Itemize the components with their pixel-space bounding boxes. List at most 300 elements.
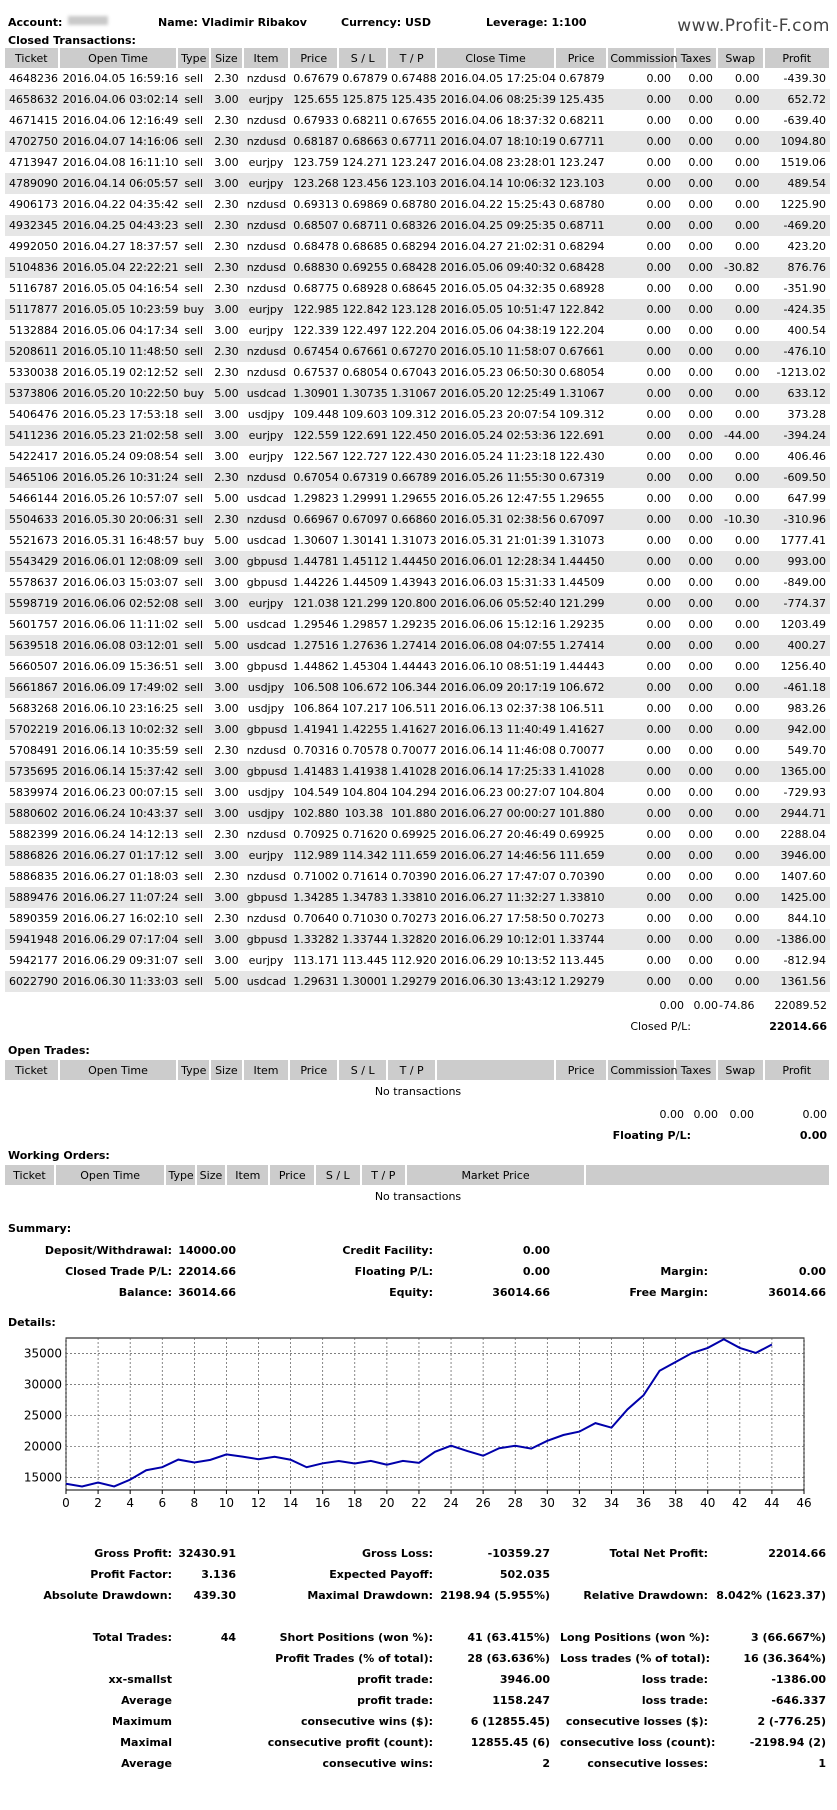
closed-cell: 3.00	[214, 660, 239, 673]
closed-cell: 1361.56	[764, 971, 831, 992]
closed-cell: 2016.06.29 10:12:01	[436, 929, 555, 950]
closed-cell: 2016.06.27 01:17:12	[59, 845, 178, 866]
closed-cell: 106.508	[289, 677, 338, 698]
chart-x-tick-label: 30	[539, 1496, 555, 1510]
largest-profit-label: profit trade:	[357, 1673, 433, 1686]
closed-cell: 1.31067	[387, 383, 436, 404]
closed-cell: eurjpy	[243, 89, 290, 110]
closed-cell: 113.445	[342, 954, 388, 967]
working-col-2: Type	[165, 1165, 195, 1185]
table-row	[5, 824, 830, 845]
account-number-redacted	[68, 16, 108, 25]
closed-cell: 1.27414	[555, 635, 607, 656]
closed-cell: 6022790	[5, 971, 59, 992]
closed-cell: 3.00	[214, 954, 239, 967]
closed-cell: sell	[184, 282, 204, 295]
closed-cell: 2016.04.07 18:10:19	[436, 131, 555, 152]
closed-cell: eurjpy	[243, 173, 290, 194]
closed-cell: 0.00	[735, 576, 760, 589]
closed-cell: 1.29857	[342, 618, 388, 631]
closed-cell: nzdusd	[246, 870, 287, 883]
closed-cell: -424.35	[764, 299, 831, 320]
closed-cell: 2016.04.08 23:28:01	[440, 156, 556, 169]
closed-cell: 1519.06	[780, 156, 826, 169]
closed-cell: 122.842	[555, 299, 607, 320]
closed-cell: 1.33810	[555, 887, 607, 908]
closed-cell: sell	[177, 257, 210, 278]
closed-cell: nzdusd	[243, 131, 290, 152]
closed-cell: usdcad	[243, 971, 290, 992]
closed-cell: sell	[177, 971, 210, 992]
closed-cell: 0.00	[717, 215, 764, 236]
closed-cell: 2016.06.24 14:12:13	[62, 828, 179, 841]
closed-cell: 111.659	[555, 845, 607, 866]
closed-cell: 2016.05.31 21:01:39	[440, 534, 556, 547]
closed-cell: -1213.02	[776, 366, 826, 379]
closed-cell: 0.00	[735, 282, 760, 295]
closed-cell: eurjpy	[243, 845, 290, 866]
max-consecutive-wins-value: 6 (12855.45)	[470, 1715, 550, 1728]
closed-cell: 2016.05.05 10:51:47	[436, 299, 555, 320]
balance-label: Balance:	[118, 1286, 172, 1299]
closed-cell: -469.20	[764, 215, 831, 236]
average-loss-value: -646.337	[771, 1694, 826, 1707]
closed-cell: 3.00	[210, 425, 243, 446]
closed-col-4: Item	[243, 48, 290, 68]
closed-cell: sell	[184, 744, 204, 757]
absolute-drawdown-label: Absolute Drawdown:	[43, 1589, 172, 1602]
closed-cell: sell	[177, 929, 210, 950]
closed-cell: sell	[177, 635, 210, 656]
closed-cell: usdcad	[246, 492, 287, 505]
details-title: Details:	[8, 1316, 56, 1329]
closed-cell: 0.00	[735, 324, 760, 337]
closed-cell: 122.497	[342, 324, 388, 337]
closed-cell: 2.30	[214, 744, 239, 757]
closed-cell: sell	[177, 803, 210, 824]
chart-x-tick-label: 8	[190, 1496, 199, 1510]
closed-cell: eurjpy	[243, 593, 290, 614]
closed-cell: 2016.06.08 03:12:01	[59, 635, 178, 656]
closed-cell: 2016.06.27 14:46:56	[436, 845, 555, 866]
closed-cell: 0.00	[717, 761, 764, 782]
closed-cell: sell	[177, 761, 210, 782]
closed-cell: 0.71620	[342, 828, 388, 841]
closed-cell: 3.00	[210, 593, 243, 614]
closed-cell: 1.27516	[289, 635, 338, 656]
closed-cell: 0.70390	[558, 870, 605, 883]
table-row	[5, 845, 830, 866]
floating-pl-label: Floating P/L:	[612, 1129, 691, 1142]
closed-cell: 121.038	[289, 593, 338, 614]
table-row	[5, 887, 830, 908]
closed-cell: sell	[184, 198, 204, 211]
closed-cell: 113.171	[293, 954, 339, 967]
closed-cell: 2.30	[214, 72, 239, 85]
closed-cell: 109.312	[558, 408, 605, 421]
closed-col-1: Open Time	[59, 48, 178, 68]
closed-cell: 0.67655	[391, 114, 437, 127]
closed-cell: 0.00	[717, 845, 764, 866]
closed-cell: 2016.05.06 04:17:34	[62, 324, 179, 337]
table-row	[5, 509, 830, 530]
closed-cell: 2.30	[214, 282, 239, 295]
closed-cell: 0.68663	[338, 131, 387, 152]
closed-cell: 1.29279	[555, 971, 607, 992]
closed-cell: 109.312	[391, 408, 437, 421]
closed-cell: 423.20	[787, 240, 826, 253]
closed-cell: 0.00	[717, 341, 764, 362]
closed-cell: 2016.04.05 17:25:04	[440, 72, 556, 85]
closed-cell: 101.880	[555, 803, 607, 824]
closed-cell: -639.40	[783, 114, 826, 127]
chart-y-tick-label: 25000	[23, 1408, 62, 1423]
closed-cell: nzdusd	[243, 467, 290, 488]
closed-cell: 0.00	[607, 425, 675, 446]
closed-cell: sell	[177, 467, 210, 488]
closed-cell: 2016.04.07 14:16:06	[59, 131, 178, 152]
closed-cell: 2944.71	[764, 803, 831, 824]
closed-cell: 5639518	[5, 635, 59, 656]
chart-x-tick-label: 2	[94, 1496, 102, 1510]
closed-cell: 5.00	[210, 383, 243, 404]
closed-cell: 1.44509	[342, 576, 388, 589]
closed-cell: 0.67879	[558, 72, 605, 85]
closed-cell: 0.70273	[391, 912, 437, 925]
closed-cell: 0.00	[646, 786, 671, 799]
closed-cell: 1.34285	[289, 887, 338, 908]
table-row	[5, 614, 830, 635]
closed-cell: buy	[177, 383, 210, 404]
max-consecutive-wins-label: consecutive wins ($):	[300, 1715, 433, 1728]
closed-cell: 1.44443	[558, 660, 605, 673]
closed-col-5: Price	[289, 48, 338, 68]
closed-cell: nzdusd	[243, 215, 290, 236]
closed-cell: 2016.06.27 16:02:10	[62, 912, 179, 925]
closed-cell: 125.435	[387, 89, 436, 110]
closed-cell: 2016.05.20 10:22:50	[59, 383, 178, 404]
closed-cell: -310.96	[764, 509, 831, 530]
closed-cell: 3.00	[210, 173, 243, 194]
closed-cell: 0.68780	[558, 198, 605, 211]
closed-cell: 0.00	[717, 551, 764, 572]
closed-cell: nzdusd	[243, 509, 290, 530]
closed-cell: -44.00	[717, 425, 764, 446]
closed-cell: 0.00	[646, 576, 671, 589]
closed-cell: gbpusd	[246, 576, 288, 589]
balance-series-line	[66, 1339, 772, 1486]
closed-cell: 0.67537	[293, 366, 339, 379]
closed-cell: 122.204	[391, 324, 437, 337]
chart-y-tick-label: 20000	[23, 1439, 62, 1454]
closed-cell: gbpusd	[243, 551, 290, 572]
closed-cell: 0.00	[607, 971, 675, 992]
closed-cell: 1.44450	[387, 551, 436, 572]
closed-cell: sell	[184, 912, 204, 925]
relative-drawdown-label: Relative Drawdown:	[583, 1589, 708, 1602]
deposit-value: 14000.00	[178, 1244, 236, 1257]
closed-cell: 0.71614	[342, 870, 388, 883]
closed-pl-label: Closed P/L:	[630, 1020, 691, 1033]
closed-cell: 1.41938	[338, 761, 387, 782]
closed-cell: 0.68054	[558, 366, 605, 379]
closed-cell: sell	[184, 954, 204, 967]
table-row	[5, 488, 830, 509]
closed-cell: nzdusd	[246, 72, 287, 85]
closed-transactions-title: Closed Transactions:	[8, 34, 136, 47]
closed-cell: 1.30735	[338, 383, 387, 404]
closed-cell: 2016.06.27 01:18:03	[62, 870, 179, 883]
closed-cell: 125.655	[289, 89, 338, 110]
closed-cell: 0.00	[735, 408, 760, 421]
maximal-drawdown-value: 2198.94 (5.955%)	[440, 1589, 550, 1602]
closed-rows	[5, 68, 830, 992]
closed-cell: 2.30	[210, 341, 243, 362]
closed-cell: 2016.06.27 11:07:24	[59, 887, 178, 908]
closed-cell: 1.34783	[338, 887, 387, 908]
short-positions-value: 41 (63.415%)	[467, 1631, 550, 1644]
closed-cell: sell	[177, 173, 210, 194]
closed-cell: 0.00	[646, 114, 671, 127]
closed-cell: 0.00	[607, 257, 675, 278]
closed-cell: 2016.06.01 12:28:34	[436, 551, 555, 572]
closed-cell: 2016.05.23 17:53:18	[62, 408, 179, 421]
closed-cell: 0.67933	[293, 114, 339, 127]
open-trades-title: Open Trades:	[8, 1044, 90, 1057]
closed-cell: 0.00	[688, 282, 713, 295]
working-col-1: Open Time	[55, 1165, 166, 1185]
closed-cell: 2288.04	[780, 828, 826, 841]
closed-cell: 5880602	[5, 803, 59, 824]
closed-cell: 0.00	[607, 89, 675, 110]
closed-cell: 2016.04.22 04:35:42	[62, 198, 179, 211]
closed-cell: 0.00	[688, 660, 713, 673]
chart-x-tick-label: 38	[668, 1496, 684, 1510]
closed-cell: 2.30	[214, 870, 239, 883]
closed-cell: 0.00	[675, 341, 717, 362]
table-row	[5, 950, 830, 971]
closed-cell: 0.00	[675, 803, 717, 824]
closed-cell: 0.68685	[342, 240, 388, 253]
closed-cell: 114.342	[338, 845, 387, 866]
closed-cell: 2.30	[214, 114, 239, 127]
open-col-13: Profit	[764, 1060, 831, 1080]
closed-cell: usdcad	[243, 383, 290, 404]
closed-cell: 0.71030	[342, 912, 388, 925]
closed-cell: 0.68054	[342, 366, 388, 379]
table-row	[5, 278, 830, 299]
table-row	[5, 929, 830, 950]
average-profit-value: 1158.247	[492, 1694, 550, 1707]
closed-cell: 0.00	[646, 618, 671, 631]
table-row	[5, 425, 830, 446]
closed-cell: 106.511	[558, 702, 605, 715]
closed-cell: 2016.05.24 11:23:18	[440, 450, 556, 463]
working-col-4: Item	[226, 1165, 269, 1185]
closed-cell: 1.29655	[391, 492, 437, 505]
closed-cell: 0.00	[688, 156, 713, 169]
closed-cell: 2.30	[210, 131, 243, 152]
credit-value: 0.00	[522, 1244, 550, 1257]
closed-cell: 5941948	[5, 929, 59, 950]
closed-cell: 5683268	[9, 702, 58, 715]
closed-cell: buy	[177, 299, 210, 320]
closed-cell: 2016.06.29 10:13:52	[440, 954, 556, 967]
closed-cell: 0.00	[646, 198, 671, 211]
watermark-logo: www.Profit-F.com	[677, 16, 830, 36]
closed-cell: 0.00	[688, 954, 713, 967]
closed-cell: 2.30	[210, 215, 243, 236]
margin-value: 0.00	[798, 1265, 826, 1278]
balance-chart	[23, 1334, 820, 1514]
closed-cell: 2016.04.06 18:37:32	[440, 114, 556, 127]
closed-cell: 0.69313	[293, 198, 339, 211]
table-row	[5, 803, 830, 824]
closed-cell: 0.68428	[387, 257, 436, 278]
closed-cell: 549.70	[787, 744, 826, 757]
closed-cell: 942.00	[764, 719, 831, 740]
closed-cell: 0.00	[675, 509, 717, 530]
closed-cell: nzdusd	[246, 828, 287, 841]
closed-cell: 0.00	[688, 576, 713, 589]
closed-cell: 2016.05.10 11:48:50	[59, 341, 178, 362]
closed-cell: 0.00	[717, 467, 764, 488]
long-positions-value: 3 (66.667%)	[750, 1631, 826, 1644]
chart-x-tick-label: 40	[700, 1496, 716, 1510]
chart-x-tick-label: 18	[347, 1496, 363, 1510]
closed-cell: 5661867	[5, 677, 59, 698]
closed-cell: 0.68187	[289, 131, 338, 152]
closed-cell: -1386.00	[764, 929, 831, 950]
closed-cell: -30.82	[717, 257, 764, 278]
chart-x-tick-label: 22	[411, 1496, 427, 1510]
report-header	[8, 16, 830, 36]
summary-floating-value: 0.00	[522, 1265, 550, 1278]
profit-factor-value: 3.136	[201, 1568, 236, 1581]
closed-cell: 0.00	[675, 89, 717, 110]
closed-cell: 0.00	[735, 744, 760, 757]
closed-cell: 106.672	[338, 677, 387, 698]
closed-cell: 3.00	[214, 576, 239, 589]
gross-loss-label: Gross Loss:	[362, 1547, 433, 1560]
closed-cell: 0.00	[717, 971, 764, 992]
chart-x-tick-label: 36	[635, 1496, 652, 1510]
closed-cell: 123.759	[293, 156, 339, 169]
closed-cell: 0.00	[607, 635, 675, 656]
closed-cell: 0.00	[646, 534, 671, 547]
table-row	[5, 89, 830, 110]
closed-cell: 1.30607	[293, 534, 339, 547]
table-row	[5, 68, 830, 89]
closed-cell: 0.00	[688, 744, 713, 757]
closed-cell: 0.66789	[387, 467, 436, 488]
closed-cell: 2016.06.06 05:52:40	[436, 593, 555, 614]
closed-cell: 2016.04.14 06:05:57	[59, 173, 178, 194]
closed-cell: 5839974	[9, 786, 58, 799]
closed-cell: 1.29235	[558, 618, 605, 631]
chart-x-tick-label: 46	[796, 1496, 812, 1510]
closed-cell: sell	[184, 240, 204, 253]
closed-cell: 0.00	[735, 828, 760, 841]
closed-cell: 0.68928	[558, 282, 605, 295]
closed-cell: 0.67711	[387, 131, 436, 152]
closed-cell: 0.00	[675, 887, 717, 908]
chart-x-tick-label: 0	[62, 1496, 70, 1510]
closed-cell: nzdusd	[246, 240, 287, 253]
closed-cell: 2016.05.26 12:47:55	[440, 492, 556, 505]
closed-cell: 104.804	[558, 786, 605, 799]
open-col-7: T / P	[387, 1060, 436, 1080]
closed-cell: 2016.05.05 10:23:59	[59, 299, 178, 320]
closed-cell: 3.00	[210, 719, 243, 740]
closed-cell: 1225.90	[780, 198, 826, 211]
open-trades-table	[5, 1060, 831, 1080]
closed-cell: 0.68478	[293, 240, 339, 253]
closed-cell: 3.00	[214, 408, 239, 421]
closed-header-row	[5, 48, 830, 68]
closed-cell: 0.00	[688, 492, 713, 505]
largest-loss-label: loss trade:	[641, 1673, 708, 1686]
closed-cell: 0.67879	[342, 72, 388, 85]
floating-pl-row	[5, 1125, 831, 1146]
free-margin-value: 36014.66	[768, 1286, 826, 1299]
closed-cell: 2016.04.06 08:25:39	[436, 89, 555, 110]
closed-cell: 0.67711	[555, 131, 607, 152]
maximal-consecutive-profit-value: 12855.45 (6)	[470, 1736, 550, 1749]
closed-cell: 0.67270	[387, 341, 436, 362]
closed-cell: -609.50	[764, 467, 831, 488]
closed-cell: 0.70390	[391, 870, 437, 883]
working-col-0: Ticket	[5, 1165, 55, 1185]
closed-cell: usdjpy	[247, 702, 285, 715]
closed-cell: 3.00	[210, 677, 243, 698]
chart-x-tick-label: 16	[315, 1496, 331, 1510]
closed-cell: 0.00	[646, 282, 671, 295]
expected-payoff-value: 502.035	[499, 1568, 550, 1581]
maximal-drawdown-label: Maximal Drawdown:	[307, 1589, 433, 1602]
chart-y-tick-labels	[24, 1347, 62, 1485]
chart-x-tick-label: 32	[571, 1496, 588, 1510]
closed-cell: 5465106	[5, 467, 59, 488]
closed-cell: 1.33744	[338, 929, 387, 950]
profit-trades-value: 28 (63.636%)	[467, 1652, 550, 1665]
working-col-3: Size	[196, 1165, 226, 1185]
closed-cell: 0.00	[675, 677, 717, 698]
closed-cell: 0.00	[735, 366, 760, 379]
closed-cell: 0.00	[717, 887, 764, 908]
closed-cell: 1.33282	[289, 929, 338, 950]
closed-cell: 0.00	[735, 72, 760, 85]
open-col-0: Ticket	[5, 1060, 59, 1080]
chart-x-tick-label: 34	[603, 1496, 620, 1510]
closed-cell: 0.00	[607, 299, 675, 320]
table-row	[5, 152, 830, 173]
closed-cell: 0.00	[717, 635, 764, 656]
closed-cell: -729.93	[783, 786, 826, 799]
closed-cell: 2016.05.26 10:57:07	[62, 492, 179, 505]
closed-cell: 0.00	[688, 198, 713, 211]
open-total-swap: 0.00	[729, 1108, 754, 1121]
maximum-label: Maximum	[112, 1715, 172, 1728]
closed-cell: 2016.05.24 09:08:54	[62, 450, 179, 463]
closed-cell: 106.864	[293, 702, 339, 715]
closed-cell: usdjpy	[247, 786, 285, 799]
closed-cell: 0.00	[607, 341, 675, 362]
closed-cell: 124.271	[342, 156, 388, 169]
closed-cell: 1256.40	[780, 660, 826, 673]
closed-cell: 0.00	[717, 89, 764, 110]
maximal-consecutive-loss-value: -2198.94 (2)	[749, 1736, 826, 1749]
